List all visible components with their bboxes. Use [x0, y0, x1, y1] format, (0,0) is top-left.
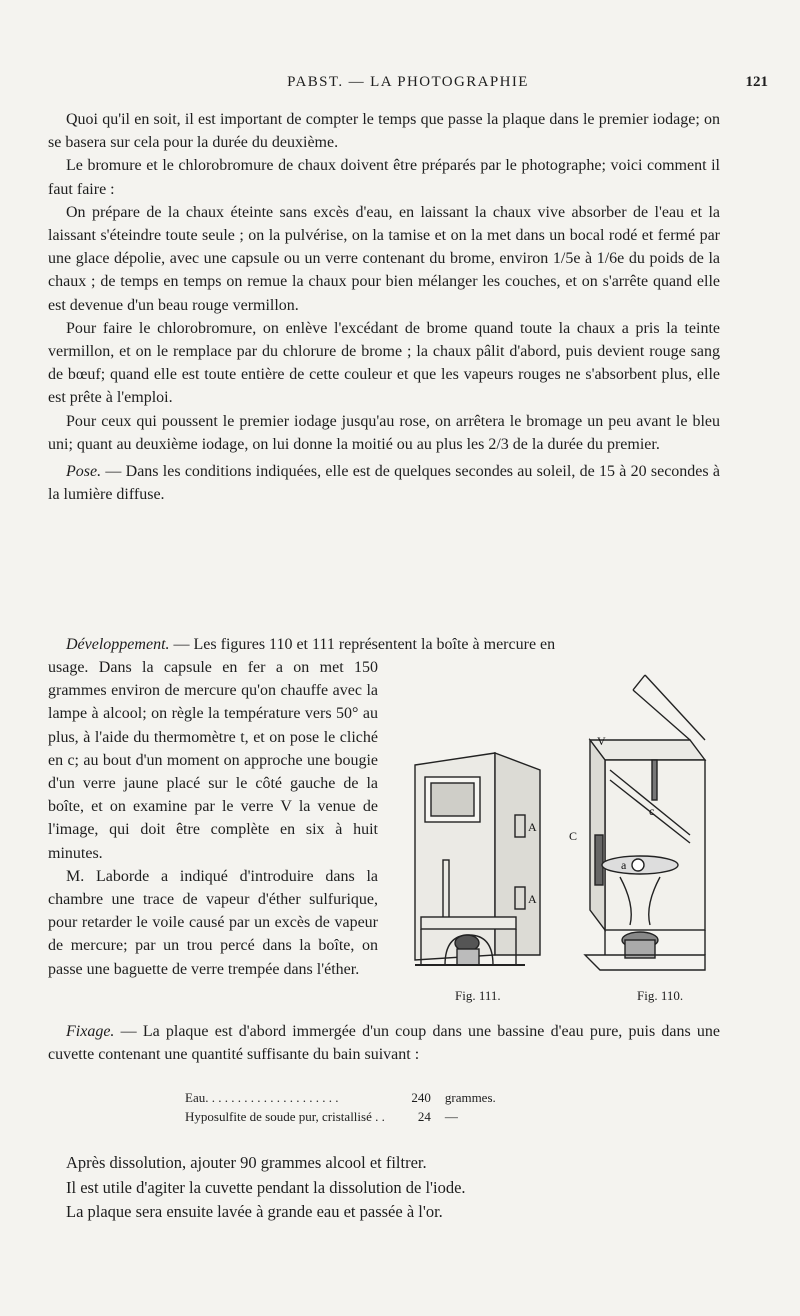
fig-110-drawing — [585, 675, 705, 970]
formula-ingredient: Eau. . . . . . . . . . . . . . . . . . . . . — [185, 1090, 339, 1105]
developpement-first-line-text: — Les figures 110 et 111 représentent la boîte à mercure en — [169, 636, 556, 653]
mercury-box-illustration — [405, 665, 715, 1010]
paragraph: Pour faire le chlorobromure, on enlève l'excédant de brome quand toute la chaux a pris la teinte vermillon, et on le remplace par du chlorure de brome ; la chaux pâlit d'abord, puis devient rouge sang de bœuf; quand elle est toute entière de cette couleur et que les vapeurs rouges ne s'absorbent plus, elle est prête à l'emploi. — [48, 319, 720, 407]
paragraph: Après dissolution, ajouter 90 grammes alcool et filtrer. — [66, 1153, 427, 1172]
fig-110-label-c: c — [649, 804, 655, 818]
formula-unit: grammes. — [444, 1090, 496, 1105]
fig-110-label-V: V — [597, 734, 606, 748]
fig-110-label-a: a — [621, 858, 627, 872]
developpement-label: Développement. — [66, 636, 170, 653]
fixing-bath-formula — [185, 1090, 502, 1128]
paragraph: La plaque sera ensuite lavée à grande eau et passée à l'or. — [66, 1202, 443, 1221]
paragraph-pose — [48, 460, 720, 506]
formula-row — [185, 1109, 502, 1128]
page-number: 121 — [745, 74, 768, 90]
developpement-text: usage. Dans la capsule en fer a on met 150 grammes environ de mercure qu'on chauffe avec la lampe à alcool; on règle la température vers 50° au plus, à l'aide du thermomètre t, et on pose le cliché en c; au bout d'un moment on approche une bougie d'un verre jaune placé sur le côté gauche de la boîte, et on examine par le verre V la venue de l'image, qui doit être complète en six à huit minutes. — [48, 659, 378, 862]
formula-quantity: 24 — [417, 1109, 431, 1124]
developpement-column — [48, 656, 378, 981]
fixage-text: — La plaque est d'abord immergée d'un coup dans une bassine d'eau pure, puis dans une cuvette contenant une quantité suffisante du bain suivant : — [48, 1023, 720, 1064]
fig-111-drawing — [415, 753, 540, 965]
body-text-bottom — [48, 1151, 720, 1225]
formula-unit: — — [444, 1109, 458, 1124]
figures-110-111 — [405, 665, 715, 1010]
pose-label: Pose. — [66, 463, 102, 481]
fixage-label: Fixage. — [66, 1023, 115, 1040]
paragraph: Pour ceux qui poussent le premier iodage jusqu'au rose, on arrêtera le bromage un peu avant le bleu uni; quant au deuxième iodage, on lui donne la moitié ou au plus les 2/3 de la durée du premier. — [48, 412, 720, 453]
pose-text: — Dans les conditions indiquées, elle est de quelques secondes au soleil, de 15 à 20 secondes à la lumière diffuse. — [48, 463, 720, 504]
formula-row — [185, 1090, 502, 1109]
body-text-top — [48, 108, 720, 506]
paragraph: On prépare de la chaux éteinte sans excès d'eau, en laissant la chaux vive absorber de l'eau et la laissant s'éteindre toute seule ; on la pulvérise, on la tamise et on la met dans un bocal rodé et fermé par une glace dépolie, avec une capsule ou un verre contenant du brome, environ 1/5e à 1/6e du poids de la chaux ; de temps en temps on remue la chaux pour bien mélanger les couches, et on s'arrête quand elle est devenue d'un beau rouge vermillon. — [48, 203, 720, 314]
fixage-section — [48, 1020, 720, 1066]
paragraph: Le bromure et le chlorobromure de chaux doivent être préparés par le photographe; voici comment il faut faire : — [48, 157, 720, 198]
fig-111-label-A-upper: A — [528, 820, 537, 834]
running-title: PABST. — LA PHOTOGRAPHIE — [287, 74, 529, 90]
laborde-paragraph: M. Laborde a indiqué d'introduire dans la chambre une trace de vapeur d'éther sulfurique, pour retarder le voile causé par un excès de vapeur de mercure; par un trou percé dans la boîte, on passe une baguette de verre trempée dans l'éther. — [48, 867, 378, 978]
paragraph: Il est utile d'agiter la cuvette pendant la dissolution de l'iode. — [66, 1177, 466, 1197]
fig-111-label-C: C — [569, 829, 578, 843]
fig-111-label-A-lower: A — [528, 892, 537, 906]
paragraph: Quoi qu'il en soit, il est important de compter le temps que passe la plaque dans le premier iodage; on se basera sur cela pour la durée du deuxième. — [48, 111, 720, 152]
fig-110-caption: Fig. 110. — [637, 988, 684, 1003]
paragraph-developpement — [48, 633, 720, 656]
fig-111-caption: Fig. 111. — [455, 988, 501, 1003]
paragraph-fixage — [48, 1020, 720, 1066]
developpement-first-line — [48, 633, 720, 656]
formula-ingredient: Hyposulfite de soude pur, cristallisé . . — [185, 1109, 385, 1124]
formula-quantity: 240 — [411, 1090, 431, 1105]
